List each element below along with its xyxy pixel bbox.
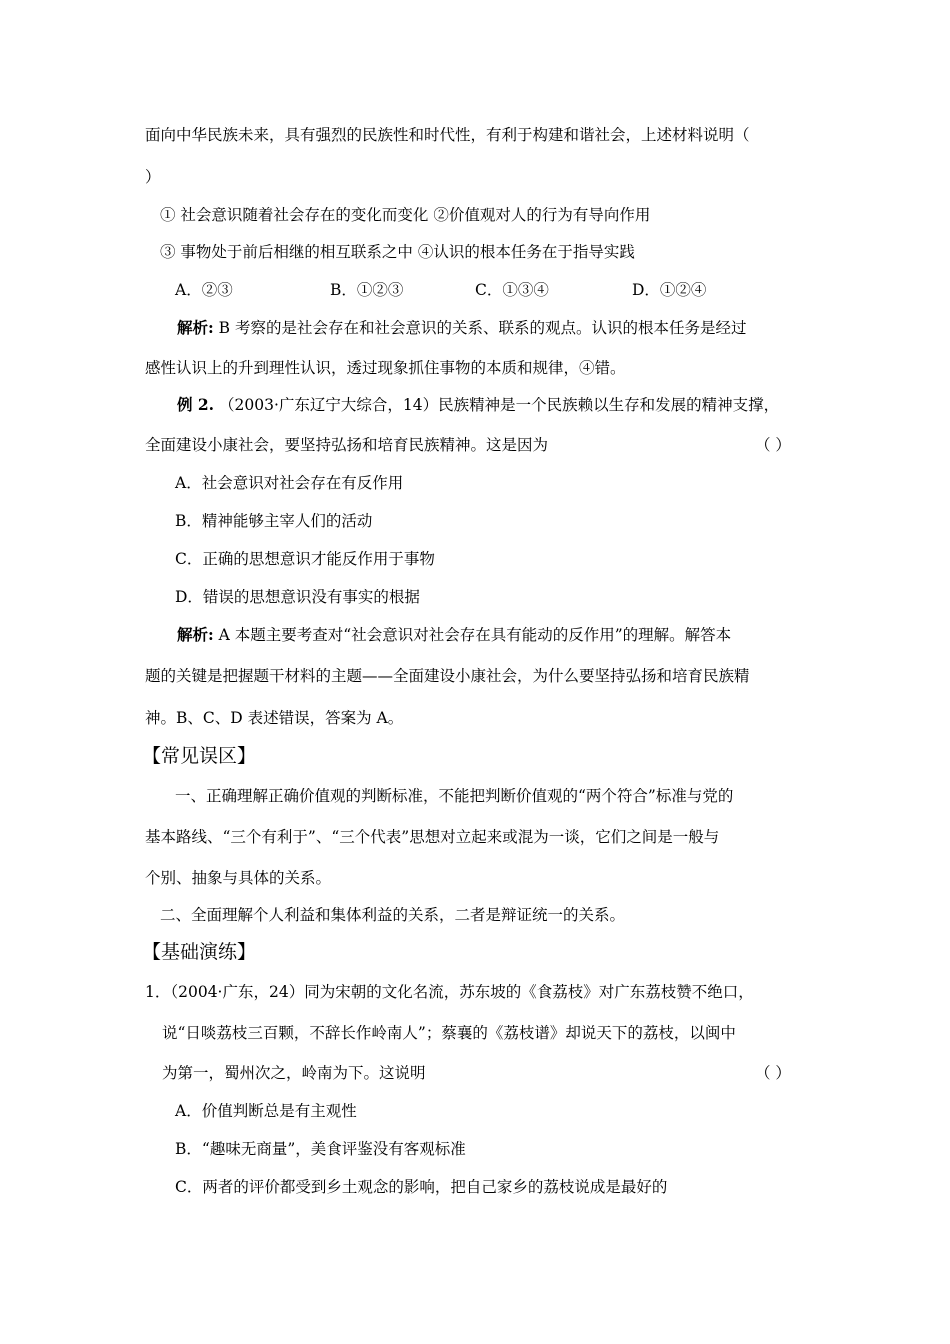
analysis-line: 题的关键是把握题干材料的主题——全面建设小康社会，为什么要坚持弘扬和培育民族精 [145, 667, 750, 685]
option-c: C．两者的评价都受到乡土观念的影响，把自己家乡的荔枝说成是最好的 [175, 1178, 668, 1196]
question-text-line: 面向中华民族未来，具有强烈的民族性和时代性，有利于构建和谐社会，上述材料说明（ [145, 126, 750, 144]
option-a: A．②③ [175, 281, 233, 299]
option-d: D．①②④ [632, 281, 707, 299]
option-c: C．正确的思想意识才能反作用于事物 [175, 550, 435, 568]
answer-paren: （ ） [755, 1064, 791, 1082]
example-text: （2003·广东辽宁大综合，14）民族精神是一个民族赖以生存和发展的精神支撑， [219, 396, 780, 414]
option-a: A．社会意识对社会存在有反作用 [175, 474, 404, 492]
analysis-line: 神。B、C、D 表述错误，答案为 A。 [145, 709, 404, 727]
option-a: A．价值判断总是有主观性 [175, 1102, 357, 1120]
question-line: 1．（2004·广东，24）同为宋朝的文化名流，苏东坡的《食荔枝》对广东荔枝赞不绝口， [145, 983, 754, 1001]
analysis-line: 感性认识上的升到理性认识，透过现象抓住事物的本质和规律，④错。 [145, 359, 626, 377]
example-label: 例 2. [177, 395, 215, 414]
section-heading: 【基础演练】 [142, 941, 257, 963]
question-line: 说“日啖荔枝三百颗，不辞长作岭南人”；蔡襄的《荔枝谱》却说天下的荔枝，以闽中 [162, 1024, 736, 1042]
answer-paren: （ ） [755, 436, 791, 454]
question-line: 为第一，蜀州次之，岭南为下。这说明 [162, 1064, 426, 1082]
analysis-line [177, 625, 731, 645]
statement-line: ③ 事物处于前后相继的相互联系之中 ④认识的根本任务在于指导实践 [160, 243, 635, 261]
option-c: C．①③④ [475, 281, 549, 299]
analysis-line [177, 318, 747, 338]
analysis-label: 解析: [177, 318, 214, 337]
option-d: D．错误的思想意识没有事实的根据 [175, 588, 420, 606]
analysis-text: A 本题主要考查对“社会意识对社会存在具有能动的反作用”的理解。解答本 [218, 626, 732, 644]
statement-line: ① 社会意识随着社会存在的变化而变化 ②价值观对人的行为有导向作用 [160, 206, 651, 224]
option-b: B．①②③ [330, 281, 404, 299]
paragraph-line: 个别、抽象与具体的关系。 [145, 869, 332, 887]
example-line [177, 395, 779, 415]
paragraph-line: 一、正确理解正确价值观的判断标准，不能把判断价值观的“两个符合”标准与党的 [175, 787, 734, 805]
paragraph-line: 基本路线、“三个有利于”、“三个代表”思想对立起来或混为一谈，它们之间是一般与 [145, 828, 720, 846]
option-b: B．精神能够主宰人们的活动 [175, 512, 373, 530]
paragraph-line: 二、全面理解个人利益和集体利益的关系，二者是辩证统一的关系。 [160, 906, 626, 924]
option-b: B．“趣味无商量”，美食评鉴没有客观标准 [175, 1140, 466, 1158]
analysis-text: B 考察的是社会存在和社会意识的关系、联系的观点。认识的根本任务是经过 [218, 319, 747, 337]
analysis-label: 解析: [177, 625, 214, 644]
example-line: 全面建设小康社会，要坚持弘扬和培育民族精神。这是因为 [145, 436, 549, 454]
question-text-line: ） [145, 168, 161, 186]
section-heading: 【常见误区】 [142, 745, 257, 767]
